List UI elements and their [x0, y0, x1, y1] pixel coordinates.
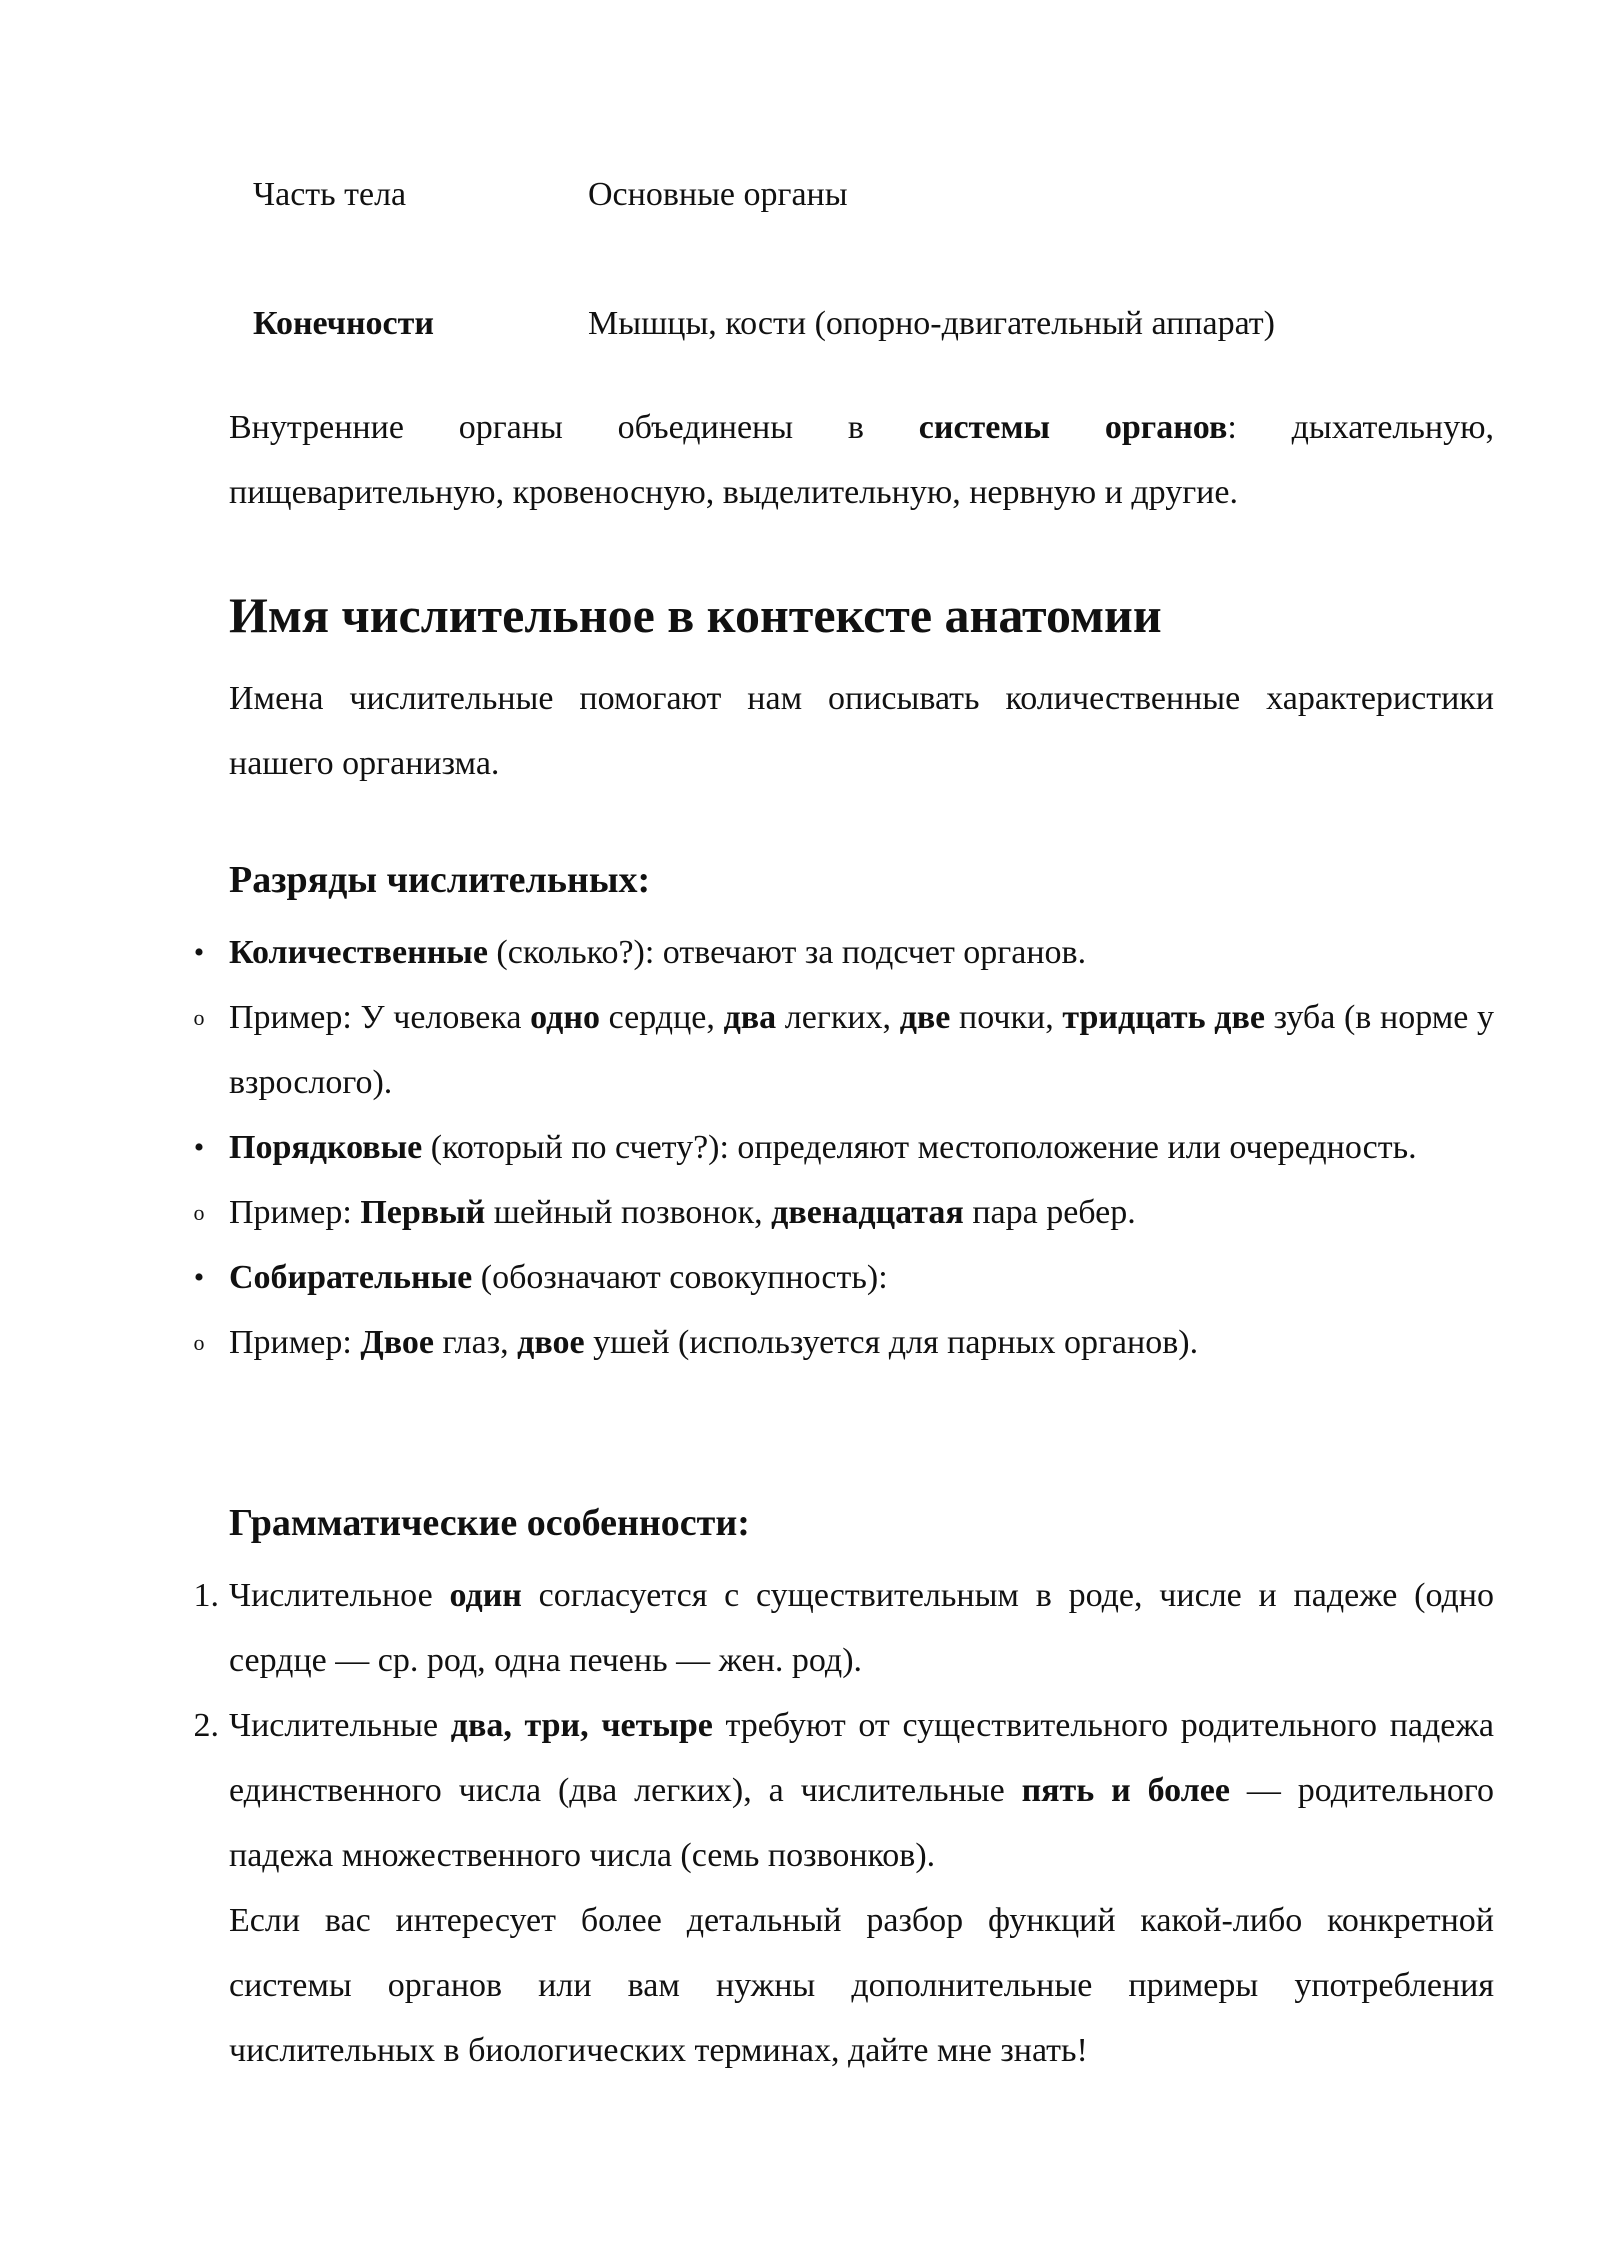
numerals-intro-paragraph: Имена числительные помогают нам описывать количественные характеристики нашего организма. [229, 680, 1494, 782]
bold-term: две [899, 999, 951, 1036]
text-run: — родительного падежа множественного числа (семь позвонков). [229, 1772, 1494, 1874]
text-run: Пример: [229, 1194, 361, 1231]
bold-term: двое [517, 1324, 585, 1361]
list-item-ordinal-example [193, 1180, 1494, 1245]
table-cell-limbs-organs: Мышцы, кости (опорно-двигательный аппарат) [588, 305, 1275, 342]
text-run: легких, [776, 999, 900, 1036]
list-item-ordinal [193, 1115, 1494, 1180]
table-header-row [253, 176, 1483, 214]
categories-heading: Разряды числительных: [229, 859, 651, 901]
list-item-collective [193, 1245, 1494, 1310]
text-run: Пример: [229, 1324, 361, 1361]
text-run: пара ребер. [963, 1194, 1136, 1231]
list-item-grammar-2 [193, 1693, 1494, 1888]
list-item-cardinal [193, 920, 1494, 985]
list-item-cardinal-example [193, 985, 1495, 1115]
bold-term: один [449, 1577, 522, 1614]
text-run: почки, [950, 999, 1063, 1036]
table-cell-limbs: Конечности [253, 305, 434, 342]
bold-term: пять и более [1021, 1772, 1230, 1809]
bullet-icon: • [193, 1261, 205, 1294]
grammar-list [193, 1563, 1494, 1888]
list-item-collective-example [193, 1310, 1494, 1375]
text-run: сердце, [599, 999, 724, 1036]
bold-term: системы органов [918, 409, 1228, 446]
text-run: шейный позвонок, [485, 1194, 772, 1231]
intro-paragraph [229, 395, 1494, 525]
text-run: согласуется с существительным в роде, числе и падеже (одно сердце — ср. род, одна печень — жен. род). [229, 1577, 1494, 1679]
text-run: (сколько?): отвечают за подсчет органов. [487, 934, 1087, 971]
list-number: 2. [193, 1707, 219, 1744]
bold-term: Количественные [229, 934, 488, 971]
table-header-main-organs: Основные органы [588, 176, 848, 213]
text-run: Числительные [229, 1707, 451, 1744]
bullet-icon: • [193, 936, 205, 969]
text-run: : дыхательную, пищеварительную, кровеносную, выделительную, нервную и другие. [229, 409, 1494, 511]
text-run: (который по счету?): определяют местоположение или очередность. [422, 1129, 1417, 1166]
table-row-limbs [253, 305, 1483, 343]
table-header-body-part: Часть тела [253, 176, 407, 213]
bold-term: два, три, четыре [450, 1707, 713, 1744]
categories-list [193, 920, 1495, 1375]
circle-bullet-icon: o [193, 1005, 205, 1030]
text-run: ушей (используется для парных органов). [584, 1324, 1199, 1361]
list-number: 1. [193, 1577, 219, 1614]
text-run: Внутренние органы объединены в [229, 409, 919, 446]
grammar-heading: Грамматические особенности: [229, 1502, 750, 1544]
bold-term: Собирательные [229, 1259, 473, 1296]
list-item-grammar-1 [193, 1563, 1494, 1693]
bold-term: двенадцатая [771, 1194, 964, 1231]
circle-bullet-icon: o [193, 1330, 205, 1355]
text-run: (обозначают совокупность): [472, 1259, 888, 1296]
text-run: Числительное [229, 1577, 450, 1614]
circle-bullet-icon: o [193, 1200, 205, 1225]
text-run: Пример: У человека [229, 999, 531, 1036]
bold-term: Двое [360, 1324, 434, 1361]
closing-paragraph: Если вас интересует более детальный разбор функций какой-либо конкретной системы органов или вам нужны дополнительные примеры употребления числительных в биологических терминах, дайте мне знать! [229, 1902, 1494, 2069]
bullet-icon: • [193, 1131, 205, 1164]
section-title: Имя числительное в контексте анатомии [229, 587, 1162, 643]
bold-term: Порядковые [229, 1129, 423, 1166]
bold-term: тридцать две [1062, 999, 1265, 1036]
bold-term: Первый [360, 1194, 486, 1231]
bold-term: два [723, 999, 777, 1036]
bold-term: одно [530, 999, 600, 1036]
text-run: требуют от существительного родительного падежа единственного числа (два легких), а числительные [229, 1707, 1494, 1809]
text-run: глаз, [433, 1324, 518, 1361]
text-run: зуба (в норме у взрослого). [229, 999, 1495, 1101]
